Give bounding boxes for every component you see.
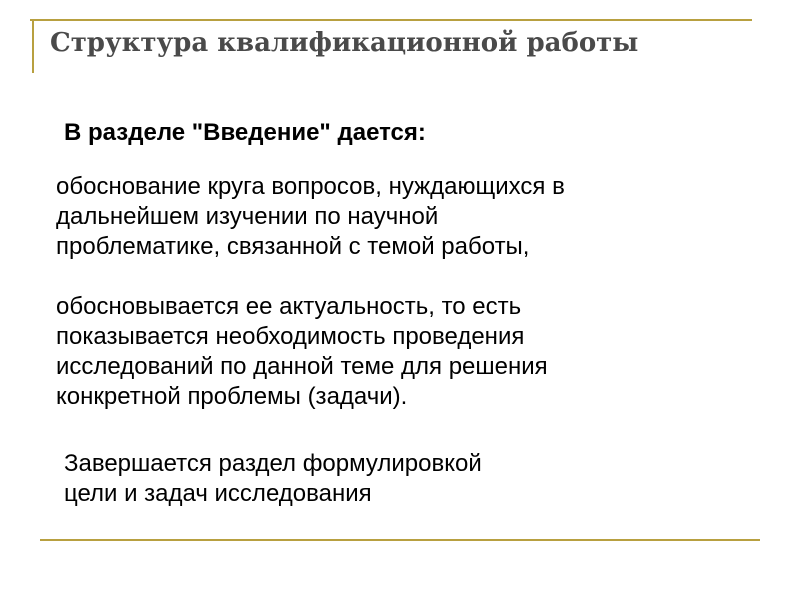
slide-title: Структура квалификационной работы — [50, 28, 639, 58]
paragraph-line: исследований по данной теме для решения — [56, 353, 548, 380]
paragraph-line: обоснование круга вопросов, нуждающихся в — [56, 173, 565, 200]
paragraph-relevance — [56, 292, 548, 412]
top-divider-line — [30, 19, 752, 21]
paragraph-line: обосновывается ее актуальность, то есть — [56, 293, 522, 320]
paragraph-issues-justification — [56, 172, 565, 262]
paragraph-line: показывается необходимость проведения — [56, 323, 525, 350]
bottom-divider-line — [40, 539, 760, 541]
paragraph-line: дальнейшем изучении по научной — [56, 203, 439, 230]
paragraph-line: Завершается раздел формулировкой — [64, 450, 482, 477]
paragraph-line: конкретной проблемы (задачи). — [56, 383, 408, 410]
left-accent-line — [32, 19, 34, 73]
section-heading: В разделе "Введение" дается: — [64, 119, 426, 146]
paragraph-line: проблематике, связанной с темой работы, — [56, 233, 530, 260]
paragraph-conclusion — [64, 449, 482, 509]
paragraph-line: цели и задач исследования — [64, 480, 372, 507]
